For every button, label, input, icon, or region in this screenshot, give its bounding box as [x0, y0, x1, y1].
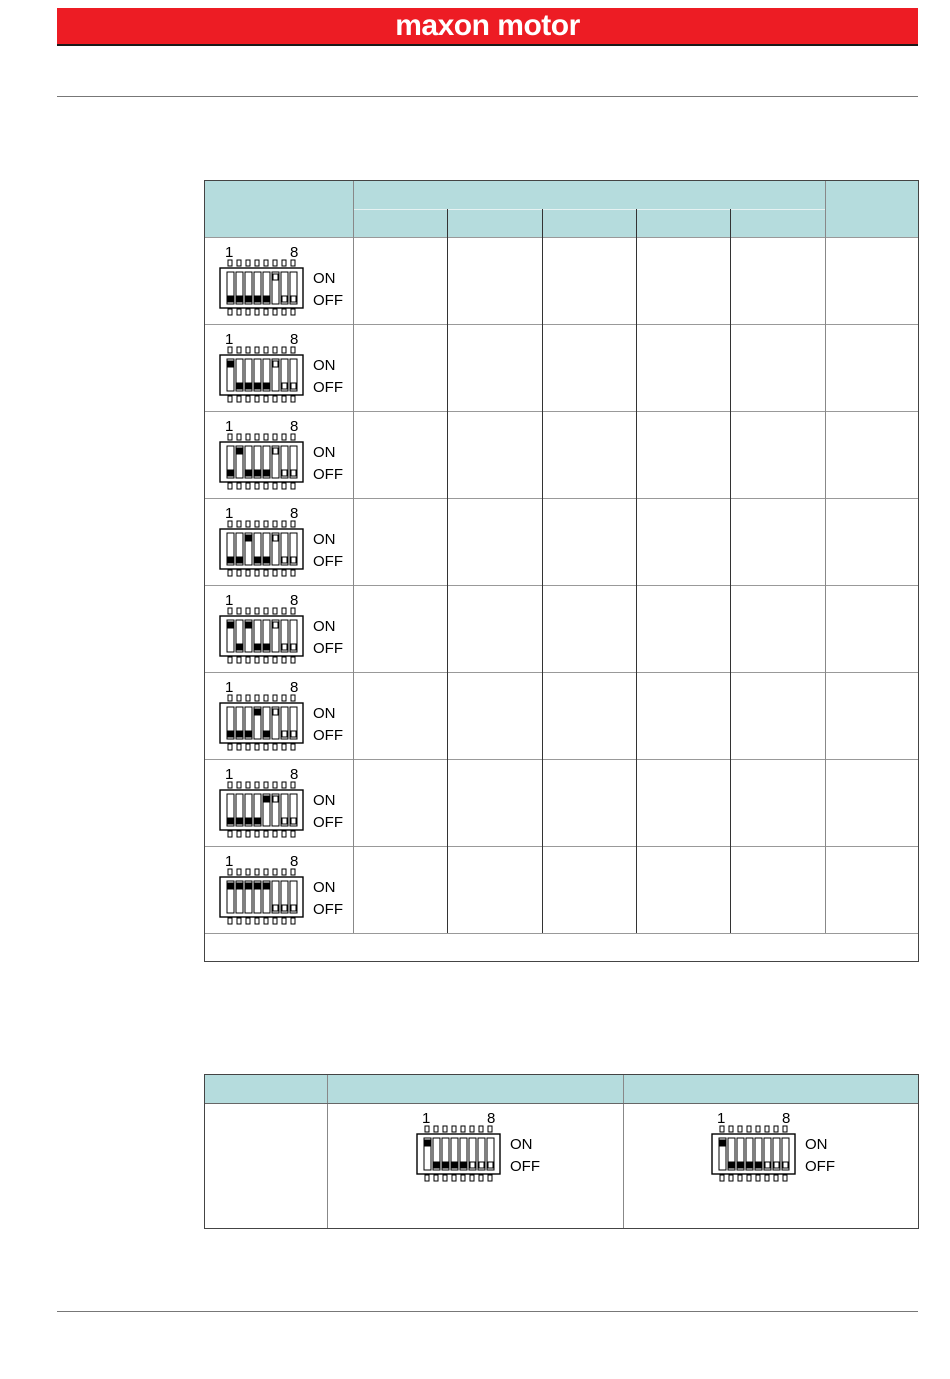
dip-on-label: ON — [313, 357, 336, 374]
dip-pin-top — [774, 1126, 778, 1132]
dip-off-label: OFF — [313, 553, 343, 570]
dip-switch-table — [204, 180, 919, 962]
dip-number-last: 8 — [290, 853, 299, 870]
dip-pin-bottom — [246, 657, 250, 663]
dip-switch-1 — [219, 245, 349, 317]
dip-pin-top — [264, 782, 268, 788]
dip-pin-bottom — [729, 1175, 733, 1181]
dip-switch-body — [219, 694, 309, 752]
dip-pin-top — [237, 695, 241, 701]
dip-pin-bottom — [282, 396, 286, 402]
column-divider — [327, 1075, 328, 1228]
dip-pin-bottom — [738, 1175, 742, 1181]
dip-knob-on — [228, 622, 233, 628]
dip-pin-top — [273, 782, 277, 788]
dip-pin-top — [783, 1126, 787, 1132]
dip-pin-top — [228, 782, 232, 788]
dip-knob-on — [255, 883, 260, 889]
dip-off-label: OFF — [313, 901, 343, 918]
dip-pin-top — [255, 695, 259, 701]
dip-pin-bottom — [479, 1175, 483, 1181]
brand-logo: maxon motor — [395, 9, 580, 42]
column-divider — [542, 209, 543, 933]
column-divider — [730, 209, 731, 933]
dip-pin-top — [738, 1126, 742, 1132]
dip-pin-top — [237, 434, 241, 440]
dip-pin-bottom — [291, 657, 295, 663]
dip-pin-top — [228, 347, 232, 353]
dip-knob-off — [237, 818, 242, 824]
dip-pin-top — [264, 347, 268, 353]
dip-number-last: 8 — [290, 505, 299, 522]
dip-knob-off — [264, 296, 269, 302]
dip-knob-on — [255, 709, 260, 715]
header-divider — [205, 1103, 918, 1104]
dip-knob-off — [443, 1162, 448, 1168]
dip-pin-bottom — [228, 396, 232, 402]
dip-pin-bottom — [273, 396, 277, 402]
dip-pin-top — [747, 1126, 751, 1132]
dip-pin-bottom — [282, 570, 286, 576]
dip-pin-top — [237, 521, 241, 527]
dip-knob-on — [720, 1140, 725, 1146]
dip-pin-bottom — [488, 1175, 492, 1181]
dip-pin-bottom — [774, 1175, 778, 1181]
dip-pin-bottom — [282, 918, 286, 924]
dip-knob-off — [255, 644, 260, 650]
dip-pin-bottom — [264, 744, 268, 750]
dip-number-last: 8 — [290, 331, 299, 348]
dip-switch-5 — [219, 593, 349, 665]
dip-switch-body — [711, 1125, 801, 1183]
dip-pin-bottom — [282, 657, 286, 663]
dip-switch-body — [416, 1125, 506, 1183]
dip-pin-top — [273, 347, 277, 353]
dip-knob-off — [264, 731, 269, 737]
dip-pin-top — [255, 347, 259, 353]
dip-pin-bottom — [425, 1175, 429, 1181]
dip-pin-top — [255, 608, 259, 614]
dip-switch-body — [219, 868, 309, 926]
dip-on-label: ON — [313, 444, 336, 461]
dip-switch-7 — [219, 767, 349, 839]
dip-on-label: ON — [313, 792, 336, 809]
dip-off-label: OFF — [313, 466, 343, 483]
dip-pin-bottom — [255, 831, 259, 837]
dip-pin-bottom — [291, 396, 295, 402]
dip-knob-off — [255, 296, 260, 302]
dip-pin-bottom — [255, 744, 259, 750]
dip-pin-top — [461, 1126, 465, 1132]
row-divider — [205, 759, 918, 760]
dip-pin-top — [255, 521, 259, 527]
dip-pin-bottom — [228, 918, 232, 924]
dip-pin-top — [291, 782, 295, 788]
dip-pin-bottom — [255, 657, 259, 663]
dip-switch-body — [219, 259, 309, 317]
dip-pin-bottom — [228, 309, 232, 315]
dip-pin-top — [282, 347, 286, 353]
dip-pin-bottom — [237, 396, 241, 402]
dip-pin-bottom — [246, 570, 250, 576]
dip-knob-off — [228, 818, 233, 824]
dip-switch-3 — [219, 419, 349, 491]
dip-pin-bottom — [246, 744, 250, 750]
dip-pin-top — [246, 260, 250, 266]
dip-pin-top — [237, 869, 241, 875]
dip-pin-bottom — [756, 1175, 760, 1181]
dip-number-last: 8 — [782, 1110, 791, 1127]
dip-knob-off — [434, 1162, 439, 1168]
dip-pin-top — [246, 869, 250, 875]
dip-pin-top — [228, 608, 232, 614]
dip-pin-bottom — [452, 1175, 456, 1181]
dip-knob-off — [246, 818, 251, 824]
dip-pin-top — [765, 1126, 769, 1132]
dip-pin-top — [246, 347, 250, 353]
row-divider — [205, 846, 918, 847]
dip-knob-off — [264, 470, 269, 476]
dip-number-first: 1 — [717, 1110, 726, 1127]
bottom-divider — [57, 1311, 918, 1312]
dip-pin-top — [729, 1126, 733, 1132]
dip-knob-off — [237, 557, 242, 563]
dip-knob-off — [228, 470, 233, 476]
dip-pin-top — [264, 608, 268, 614]
dip-pin-top — [282, 434, 286, 440]
dip-knob-off — [452, 1162, 457, 1168]
dip-pin-bottom — [264, 570, 268, 576]
dip-pin-bottom — [246, 309, 250, 315]
dip-on-label: ON — [805, 1136, 828, 1153]
dip-number-first: 1 — [225, 592, 234, 609]
dip-pin-top — [282, 521, 286, 527]
dip-knob-on — [246, 535, 251, 541]
dip-pin-bottom — [282, 744, 286, 750]
dip-pin-top — [291, 347, 295, 353]
dip-knob-on — [228, 883, 233, 889]
header-subdivider — [353, 209, 825, 210]
dip-pin-top — [264, 695, 268, 701]
dip-pin-bottom — [246, 831, 250, 837]
dip-number-first: 1 — [225, 505, 234, 522]
dip-knob-off — [747, 1162, 752, 1168]
dip-pin-bottom — [273, 918, 277, 924]
dip-knob-on — [264, 796, 269, 802]
dip-pin-top — [291, 608, 295, 614]
dip-pin-top — [264, 869, 268, 875]
dip-pin-bottom — [443, 1175, 447, 1181]
dip-off-label: OFF — [805, 1158, 835, 1175]
dip-switch-b — [711, 1111, 841, 1183]
setting-table-header — [205, 1075, 918, 1103]
dip-pin-bottom — [255, 918, 259, 924]
dip-knob-off — [237, 296, 242, 302]
column-divider — [447, 209, 448, 933]
dip-pin-top — [228, 521, 232, 527]
dip-pin-top — [443, 1126, 447, 1132]
dip-pin-top — [291, 260, 295, 266]
dip-pin-top — [720, 1126, 724, 1132]
dip-knob-off — [461, 1162, 466, 1168]
dip-pin-bottom — [291, 570, 295, 576]
dip-pin-bottom — [282, 309, 286, 315]
dip-pin-top — [228, 869, 232, 875]
dip-pin-bottom — [470, 1175, 474, 1181]
dip-knob-on — [246, 622, 251, 628]
row-divider — [205, 237, 918, 238]
dip-pin-bottom — [765, 1175, 769, 1181]
dip-switch-4 — [219, 506, 349, 578]
dip-pin-top — [282, 260, 286, 266]
dip-knob-off — [237, 731, 242, 737]
dip-knob-off — [246, 296, 251, 302]
dip-pin-top — [264, 260, 268, 266]
dip-knob-on — [228, 361, 233, 367]
dip-knob-off — [255, 470, 260, 476]
dip-knob-off — [228, 557, 233, 563]
dip-number-first: 1 — [225, 418, 234, 435]
dip-pin-top — [264, 521, 268, 527]
dip-on-label: ON — [313, 531, 336, 548]
column-divider — [636, 209, 637, 933]
dip-pin-bottom — [255, 570, 259, 576]
dip-pin-top — [282, 782, 286, 788]
dip-switch-body — [219, 781, 309, 839]
column-divider — [825, 181, 826, 933]
dip-knob-off — [255, 383, 260, 389]
dip-pin-bottom — [264, 657, 268, 663]
dip-pin-bottom — [264, 309, 268, 315]
dip-knob-off — [228, 296, 233, 302]
dip-knob-off — [264, 644, 269, 650]
dip-pin-top — [291, 521, 295, 527]
dip-pin-bottom — [273, 657, 277, 663]
dip-pin-bottom — [783, 1175, 787, 1181]
dip-pin-bottom — [237, 918, 241, 924]
dip-knob-off — [738, 1162, 743, 1168]
dip-knob-off — [729, 1162, 734, 1168]
dip-pin-bottom — [273, 570, 277, 576]
dip-pin-top — [756, 1126, 760, 1132]
dip-pin-top — [273, 521, 277, 527]
dip-pin-bottom — [273, 483, 277, 489]
dip-pin-bottom — [264, 483, 268, 489]
dip-pin-top — [282, 695, 286, 701]
dip-number-first: 1 — [225, 244, 234, 261]
row-divider — [205, 933, 918, 934]
dip-number-first: 1 — [225, 853, 234, 870]
dip-pin-top — [228, 260, 232, 266]
dip-switch-6 — [219, 680, 349, 752]
dip-pin-bottom — [255, 483, 259, 489]
dip-pin-top — [255, 434, 259, 440]
dip-off-label: OFF — [313, 814, 343, 831]
dip-on-label: ON — [313, 705, 336, 722]
dip-pin-bottom — [273, 309, 277, 315]
dip-pin-top — [434, 1126, 438, 1132]
dip-off-label: OFF — [313, 640, 343, 657]
dip-pin-bottom — [264, 831, 268, 837]
dip-number-last: 8 — [290, 418, 299, 435]
dip-knob-off — [255, 818, 260, 824]
dip-pin-top — [479, 1126, 483, 1132]
dip-on-label: ON — [313, 618, 336, 635]
dip-on-label: ON — [313, 879, 336, 896]
dip-pin-bottom — [255, 396, 259, 402]
dip-switch-body — [219, 520, 309, 578]
dip-pin-bottom — [747, 1175, 751, 1181]
top-divider — [57, 96, 918, 97]
dip-pin-top — [246, 782, 250, 788]
dip-knob-off — [756, 1162, 761, 1168]
dip-knob-off — [246, 731, 251, 737]
dip-pin-bottom — [434, 1175, 438, 1181]
dip-pin-bottom — [282, 831, 286, 837]
dip-pin-top — [228, 695, 232, 701]
dip-pin-bottom — [291, 483, 295, 489]
header-bar — [57, 8, 918, 46]
dip-pin-bottom — [228, 657, 232, 663]
dip-pin-top — [228, 434, 232, 440]
dip-pin-bottom — [237, 570, 241, 576]
dip-knob-off — [237, 644, 242, 650]
dip-pin-bottom — [228, 483, 232, 489]
dip-switch-body — [219, 433, 309, 491]
dip-pin-bottom — [228, 744, 232, 750]
dip-switch-2 — [219, 332, 349, 404]
dip-number-last: 8 — [290, 766, 299, 783]
setting-table — [204, 1074, 919, 1229]
dip-off-label: OFF — [313, 379, 343, 396]
dip-knob-off — [246, 383, 251, 389]
dip-switch-body — [219, 607, 309, 665]
dip-pin-bottom — [291, 831, 295, 837]
dip-pin-bottom — [291, 918, 295, 924]
dip-switch-8 — [219, 854, 349, 926]
dip-knob-on — [246, 883, 251, 889]
dip-pin-top — [246, 695, 250, 701]
dip-knob-off — [264, 383, 269, 389]
dip-pin-top — [237, 260, 241, 266]
dip-pin-top — [255, 782, 259, 788]
dip-pin-bottom — [273, 831, 277, 837]
dip-on-label: ON — [313, 270, 336, 287]
dip-on-label: ON — [510, 1136, 533, 1153]
dip-number-first: 1 — [225, 766, 234, 783]
dip-pin-top — [425, 1126, 429, 1132]
dip-off-label: OFF — [313, 727, 343, 744]
dip-pin-bottom — [255, 309, 259, 315]
column-divider — [353, 181, 354, 933]
dip-pin-top — [291, 869, 295, 875]
dip-pin-top — [255, 869, 259, 875]
dip-knob-on — [425, 1140, 430, 1146]
dip-pin-top — [273, 434, 277, 440]
dip-pin-bottom — [461, 1175, 465, 1181]
dip-knob-on — [264, 883, 269, 889]
dip-number-last: 8 — [290, 679, 299, 696]
dip-pin-top — [237, 782, 241, 788]
dip-pin-bottom — [291, 744, 295, 750]
dip-pin-top — [255, 260, 259, 266]
dip-off-label: OFF — [510, 1158, 540, 1175]
row-divider — [205, 585, 918, 586]
row-divider — [205, 672, 918, 673]
dip-switch-a — [416, 1111, 546, 1183]
column-divider — [623, 1075, 624, 1228]
dip-pin-top — [488, 1126, 492, 1132]
dip-pin-bottom — [237, 657, 241, 663]
dip-pin-top — [264, 434, 268, 440]
dip-pin-top — [246, 608, 250, 614]
dip-knob-off — [237, 383, 242, 389]
dip-pin-top — [246, 521, 250, 527]
dip-pin-bottom — [246, 396, 250, 402]
dip-switch-body — [219, 346, 309, 404]
dip-off-label: OFF — [313, 292, 343, 309]
dip-pin-bottom — [282, 483, 286, 489]
dip-pin-bottom — [237, 483, 241, 489]
dip-pin-top — [273, 260, 277, 266]
dip-number-last: 8 — [290, 244, 299, 261]
dip-number-first: 1 — [422, 1110, 431, 1127]
dip-number-last: 8 — [487, 1110, 496, 1127]
row-divider — [205, 324, 918, 325]
dip-knob-off — [255, 557, 260, 563]
dip-pin-top — [282, 869, 286, 875]
dip-number-first: 1 — [225, 331, 234, 348]
dip-knob-on — [237, 448, 242, 454]
dip-pin-bottom — [246, 918, 250, 924]
dip-pin-bottom — [291, 309, 295, 315]
dip-pin-top — [237, 347, 241, 353]
dip-knob-off — [246, 470, 251, 476]
dip-pin-bottom — [237, 831, 241, 837]
dip-knob-off — [228, 731, 233, 737]
dip-pin-bottom — [246, 483, 250, 489]
dip-pin-bottom — [237, 744, 241, 750]
dip-number-first: 1 — [225, 679, 234, 696]
dip-pin-top — [282, 608, 286, 614]
dip-number-last: 8 — [290, 592, 299, 609]
dip-pin-top — [273, 695, 277, 701]
dip-pin-bottom — [228, 570, 232, 576]
row-divider — [205, 498, 918, 499]
dip-pin-bottom — [237, 309, 241, 315]
dip-knob-off — [264, 557, 269, 563]
dip-pin-top — [273, 869, 277, 875]
dip-pin-bottom — [720, 1175, 724, 1181]
dip-knob-on — [237, 883, 242, 889]
dip-pin-top — [470, 1126, 474, 1132]
dip-pin-top — [291, 695, 295, 701]
row-divider — [205, 411, 918, 412]
dip-pin-top — [452, 1126, 456, 1132]
dip-pin-top — [246, 434, 250, 440]
dip-pin-bottom — [264, 918, 268, 924]
dip-pin-top — [237, 608, 241, 614]
dip-pin-top — [273, 608, 277, 614]
dip-pin-top — [291, 434, 295, 440]
dip-pin-bottom — [228, 831, 232, 837]
dip-pin-bottom — [264, 396, 268, 402]
dip-pin-bottom — [273, 744, 277, 750]
